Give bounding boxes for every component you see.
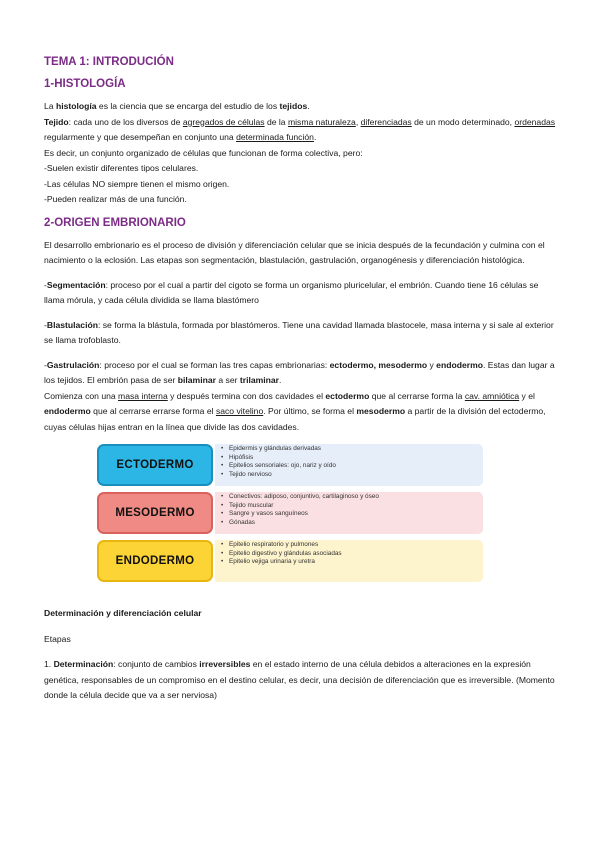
layer-list-ectodermo <box>215 444 483 486</box>
layer-label-endodermo: ENDODERMO <box>97 540 213 582</box>
histologia-definition: La histología es la ciencia que se encarga del estudio de los tejidos. <box>44 101 310 111</box>
layer-item: • Epidermis y glándulas derivadas <box>221 445 483 454</box>
section-heading-origen: 2-ORIGEN EMBRIONARIO <box>44 216 186 229</box>
layer-item: • Tejido nervioso <box>221 471 483 480</box>
origen-intro-text: El desarrollo embrionario es el proceso de división y diferenciación celular que se inicia después de la fecundación y culmina con el nacimiento o la eclosión. Las etapas son segmentación, blastulación, gastrulación, organogénesis y diferenciación histológica. <box>44 239 545 265</box>
layer-item: • Epitelio vejiga urinaria y uretra <box>221 558 483 567</box>
section-heading-histologia: 1-HISTOLOGÍA <box>44 78 126 90</box>
layer-item: • Epitelio digestivo y glándulas asociadas <box>221 550 483 559</box>
layer-list-endodermo <box>215 540 483 582</box>
layer-label-ectodermo: ECTODERMO <box>97 444 213 486</box>
embryonic-layers-diagram <box>97 444 483 586</box>
determinacion-paragraph: 1. Determinación: conjunto de cambios irreversibles en el estado interno de una célula debidos a alteraciones en la expresión genética, responsables de un compromiso en el destino celular, es decir, una decisión de diferenciación que es irreversible. (Momento donde la célula decide que va a ser nerviosa) <box>44 659 555 700</box>
layer-item: • Tejido muscular <box>221 502 483 511</box>
histologia-block <box>44 99 560 208</box>
layer-item: • Epitelios sensoriales: ojo, nariz y oído <box>221 462 483 471</box>
determinacion-title: Determinación y diferenciación celular <box>44 608 202 618</box>
bullet-line-2: -Las células NO siempre tienen el mismo origen. <box>44 178 230 189</box>
layer-item: • Epitelio respiratorio y pulmones <box>221 541 483 550</box>
layer-label-mesodermo: MESODERMO <box>97 492 213 534</box>
gastrulacion-text: -Gastrulación: proceso por el cual se forman las tres capas embrionarias: ectodermo, mesodermo y endodermo. Estas dan lugar a los tejidos. El embrión pasa de ser bilaminar a ser trilaminar. <box>44 359 555 385</box>
segmentacion-text: -Segmentación: proceso por el cual a partir del cigoto se forma un organismo pluricelular, el embrión. Cuando tiene 16 células se llama mórula, y cada célula dividida se llama blastómero <box>44 279 539 305</box>
es-decir-line: Es decir, un conjunto organizado de células que funcionan de forma colectiva, pero: <box>44 147 363 158</box>
origen-intro <box>44 238 560 269</box>
layer-row-ectodermo <box>97 444 483 486</box>
cavidades-text: Comienza con una masa interna y después termina con dos cavidades el ectodermo que al cerrarse forma la cav. amniótica y el endodermo que al cerrarse errarse forma el saco vitelino. Por último, se forma el mesodermo a partir de la división del ectodermo, cuyas células hijas entran en la línea que divide las dos cavidades. <box>44 390 546 432</box>
layer-item: • Gónadas <box>221 519 483 528</box>
layer-list-mesodermo <box>215 492 483 534</box>
bullet-line-3: -Pueden realizar más de una función. <box>44 194 187 204</box>
segmentacion-paragraph <box>44 278 560 309</box>
blastulacion-text: -Blastulación: se forma la blástula, formada por blastómeros. Tiene una cavidad llamada blastocele, masa interna y si sale al exterior se llama trofoblasto. <box>44 319 554 345</box>
layer-item: • Sangre y vasos sanguíneos <box>221 510 483 519</box>
document-content <box>44 56 560 704</box>
layer-row-mesodermo <box>97 492 483 534</box>
tejido-definition: Tejido: cada uno de los diversos de agregados de células de la misma naturaleza, diferenciadas de un modo determinado, ordenadas regularmente y que desempeñan en conjunto una determinada función. <box>44 116 556 142</box>
bullet-line-1: -Suelen existir diferentes tipos celulares. <box>44 163 199 173</box>
layer-item: • Conectivos: adiposo, conjuntivo, cartilaginoso y óseo <box>221 493 483 502</box>
page-title: TEMA 1: INTRODUCIÓN <box>44 56 174 68</box>
gastrulacion-paragraph <box>44 358 560 436</box>
blastulacion-paragraph <box>44 318 560 349</box>
layer-row-endodermo <box>97 540 483 582</box>
etapas-label: Etapas <box>44 633 71 644</box>
layer-item: • Hipófisis <box>221 454 483 463</box>
